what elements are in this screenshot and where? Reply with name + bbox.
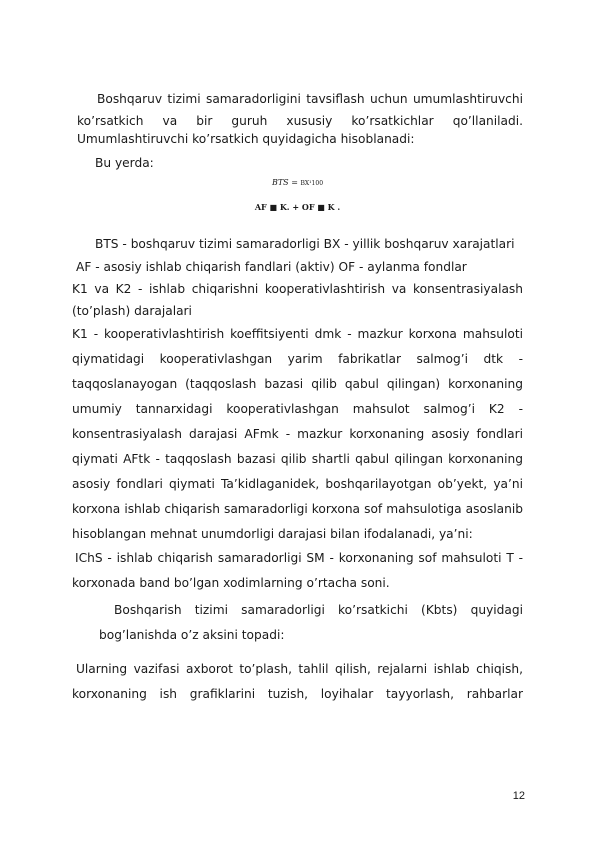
paragraph2-line1: Boshqarish tizimi samaradorligi ko’rsatkichi (Kbts) quyidagi	[114, 603, 523, 617]
paragraph1-line1: Boshqaruv tizimi samaradorligini tavsiflash uchun umumlashtiruvchi	[97, 92, 523, 106]
paragraph3-line2: korxonaning ish grafiklarini tuzish, loyihalar tayyorlash, rahbarlar	[72, 687, 523, 701]
formula-rhs: BX¹100	[300, 180, 324, 187]
body-line-14: korxonada band bo’lgan xodimlarning o’rtacha soni.	[72, 576, 390, 590]
body-line-12: hisoblangan mehnat unumdorligi darajasi bilan ifodalanadi, ya’ni:	[72, 527, 473, 541]
paragraph3-line1: Ularning vazifasi axborot to’plash, tahlil qilish, rejalarni ishlab chiqish,	[76, 662, 523, 676]
body-line-9: qiymati AFtk - taqqoslash bazasi qilib shartli qabul qilingan korxonaning	[72, 452, 523, 466]
body-line-3: (to’plash) darajalari	[72, 304, 192, 318]
formula-line2: AF ■ K. + OF ■ K .	[254, 202, 341, 212]
paragraph1-line3: Umumlashtiruvchi ko’rsatkich quyidagicha hisoblanadi:	[77, 132, 415, 146]
page-number: 12	[512, 790, 525, 802]
body-line-2: K1 va K2 - ishlab chiqarishni kooperativlashtirish va konsentrasiyalash	[72, 282, 523, 296]
body-line-6: taqqoslanayogan (taqqoslash bazasi qilib qabul qilingan) korxonaning	[72, 377, 523, 391]
body-line-7: umumiy tannarxidagi kooperativlashgan mahsulot salmog’i K2 -	[72, 402, 523, 416]
body-line-0: BTS - boshqaruv tizimi samaradorligi BX - yillik boshqaruv xarajatlari	[95, 237, 515, 251]
formula-lhs: BTS =	[271, 178, 298, 187]
where-label: Bu yerda:	[95, 156, 154, 170]
body-line-5: qiymatidagi kooperativlashgan yarim fabrikatlar salmog’i dtk -	[72, 352, 523, 366]
body-line-4: K1 - kooperativlashtirish koeffitsiyenti dmk - mazkur korxona mahsuloti	[72, 327, 523, 341]
body-line-13: IChS - ishlab chiqarish samaradorligi SM - korxonaning sof mahsuloti T -	[75, 551, 523, 565]
body-line-8: konsentrasiyalash darajasi AFmk - mazkur korxonaning asosiy fondlari	[72, 427, 523, 441]
paragraph2-line2: bog’lanishda o’z aksini topadi:	[99, 628, 285, 642]
formula-line1	[0, 178, 595, 187]
paragraph1-line2: ko’rsatkich va bir guruh xususiy ko’rsatkichlar qo’llaniladi.	[77, 114, 523, 128]
body-line-1: AF - asosiy ishlab chiqarish fandlari (aktiv) OF - aylanma fondlar	[76, 260, 467, 274]
body-line-11: korxona ishlab chiqarish samaradorligi korxona sof mahsulotiga asoslanib	[72, 502, 523, 516]
body-line-10: asosiy fondlari qiymati Ta’kidlaganidek, boshqarilayotgan ob’yekt, ya’ni	[72, 477, 523, 491]
